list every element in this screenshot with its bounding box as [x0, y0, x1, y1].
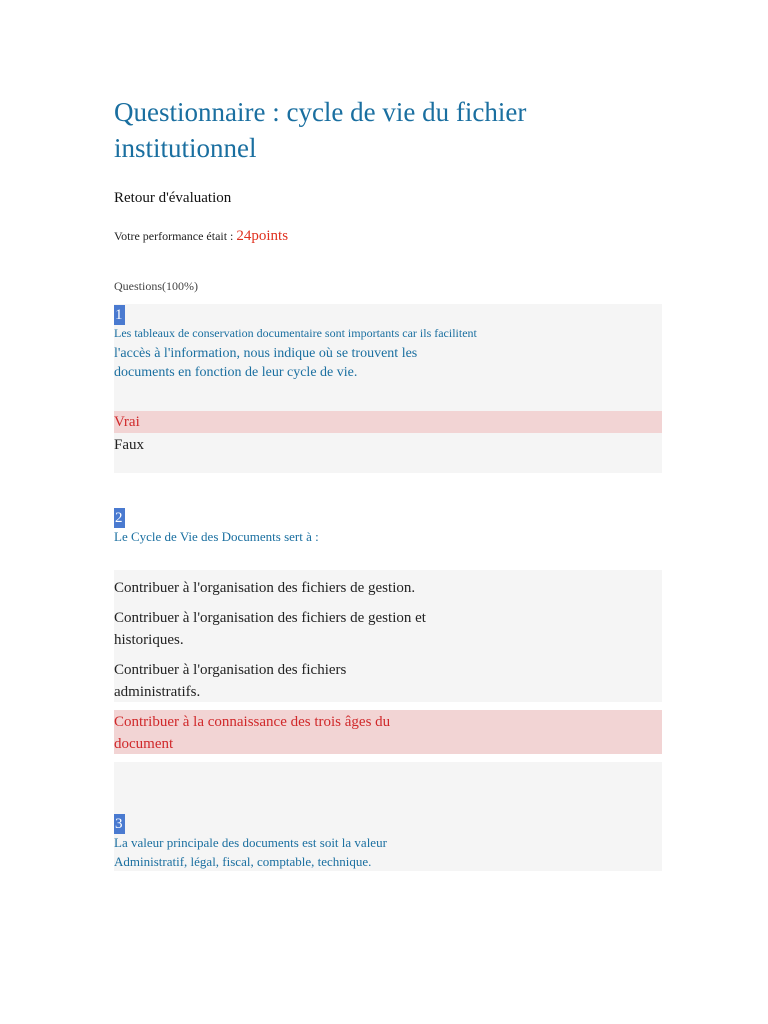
question-1-number: 1	[114, 305, 125, 325]
question-2-option-4-line-2: document	[114, 736, 174, 752]
performance-line	[114, 226, 288, 246]
question-1-option-vrai: Vrai	[114, 414, 140, 430]
page-title: Questionnaire : cycle de vie du fichier institutionnel	[114, 97, 527, 163]
question-3-text-line-1: La valeur principale des documents est soit la valeur	[114, 835, 387, 850]
question-1-text-line-2: l'accès à l'information, nous indique où se trouvent les	[114, 346, 418, 361]
question-1-options-panel	[114, 433, 662, 473]
question-2-option-4-line-1: Contribuer à la connaissance des trois âges du	[114, 714, 391, 730]
question-2-option-3-line-2: administratifs.	[114, 684, 201, 700]
question-2-option-2-line-1: Contribuer à l'organisation des fichiers de gestion et	[114, 610, 426, 626]
question-2-number: 2	[114, 508, 125, 528]
question-2-option-3-line-1: Contribuer à l'organisation des fichiers	[114, 662, 347, 678]
question-1-option-faux: Faux	[114, 437, 144, 453]
performance-score: 24points	[236, 228, 289, 244]
question-2-text: Le Cycle de Vie des Documents sert à :	[114, 529, 319, 544]
question-3-number: 3	[114, 814, 125, 834]
question-1-wrong-answer-row	[114, 411, 662, 433]
question-2-option-2-line-2: historiques.	[114, 632, 184, 648]
question-2-option-1: Contribuer à l'organisation des fichiers de gestion.	[114, 580, 416, 596]
questions-section-label: Questions(100%)	[114, 279, 198, 293]
feedback-heading: Retour d'évaluation	[114, 190, 232, 206]
performance-label: Votre performance était :	[114, 229, 237, 243]
question-3-text-line-2: Administratif, légal, fiscal, comptable, technique.	[114, 854, 372, 869]
question-1-text-line-1: Les tableaux de conservation documentaire sont importants car ils facilitent	[114, 326, 477, 340]
question-1-text-line-3: documents en fonction de leur cycle de vie.	[114, 365, 358, 380]
